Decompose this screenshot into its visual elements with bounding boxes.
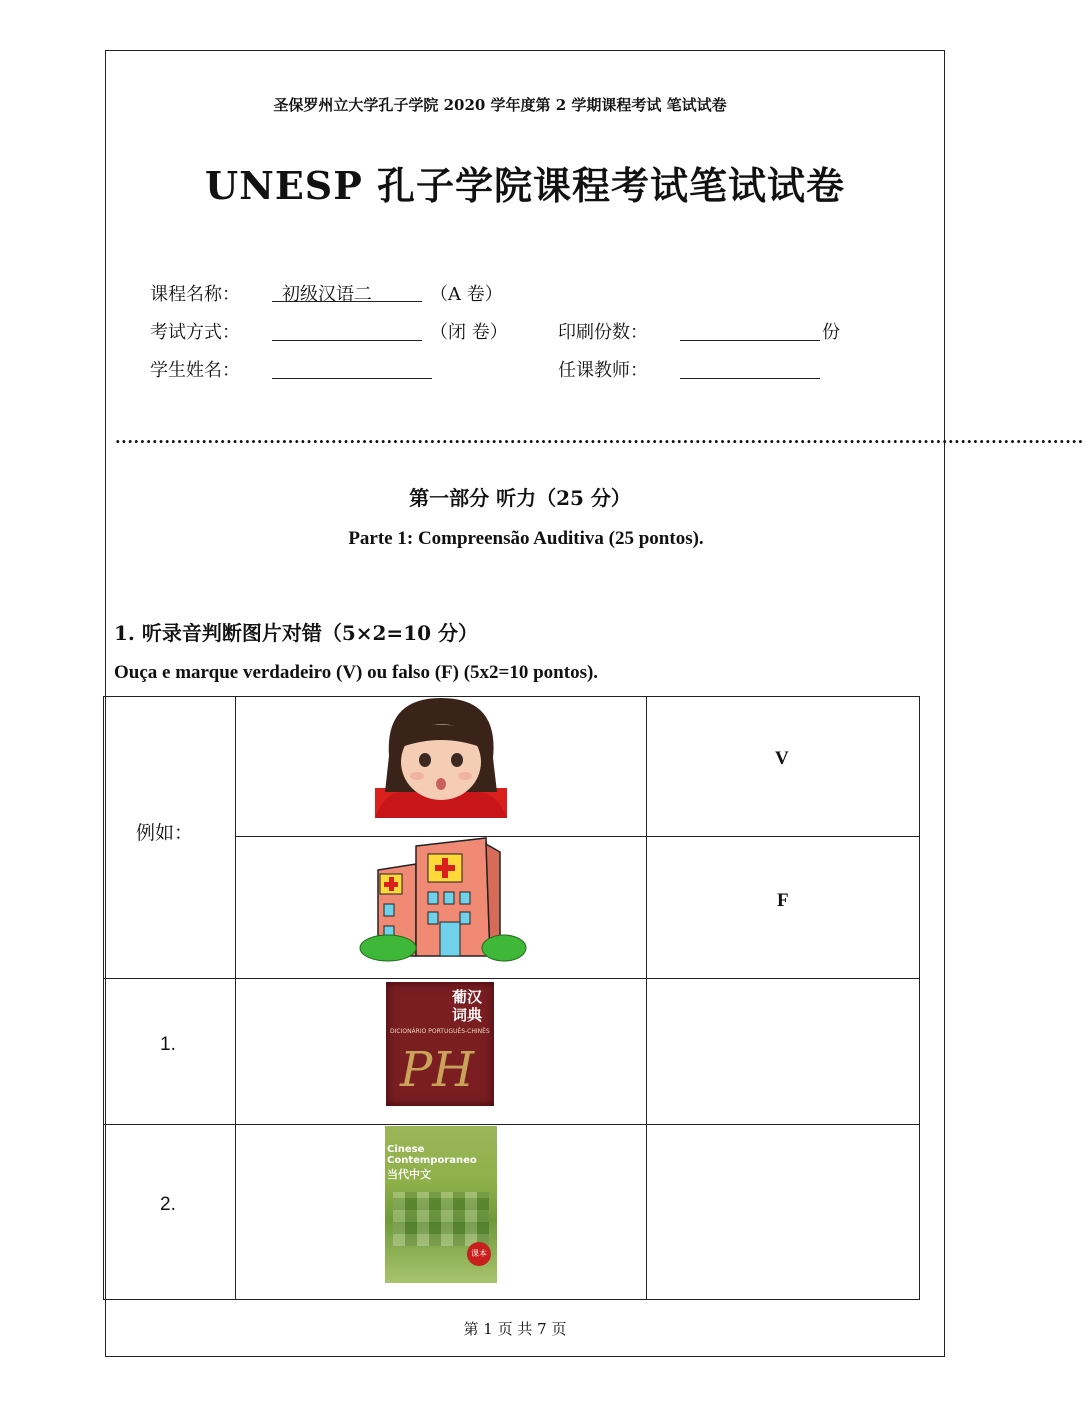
course-label: 课程名称： xyxy=(150,284,240,305)
example-label: 例如： xyxy=(136,822,194,844)
example-answer-false: F xyxy=(777,890,789,911)
print-copies-field[interactable] xyxy=(680,318,820,341)
answer-cell-1[interactable] xyxy=(647,979,919,1124)
page-footer: 第 1 页 共 7 页 xyxy=(463,1320,567,1338)
course-paper-version: （A 卷） xyxy=(430,284,503,305)
textbook-badge: 课本 xyxy=(467,1242,491,1266)
textbook-mosaic xyxy=(393,1192,489,1246)
section-title-cn: 第一部分 听力（25 分） xyxy=(409,486,631,510)
exam-method-value: （闭 卷） xyxy=(430,322,508,343)
course-name-field[interactable] xyxy=(272,280,422,305)
dictionary-title-line2: 词典 xyxy=(451,1006,482,1024)
question-number-1: 1. xyxy=(160,1034,176,1055)
dictionary-title-line1: 葡汉 xyxy=(451,988,482,1006)
exam-title: UNESP 孔子学院课程考试笔试试卷 xyxy=(204,163,846,208)
dictionary-monogram-icon: PH xyxy=(400,1042,475,1098)
answer-cell-2[interactable] xyxy=(647,1125,919,1299)
dotted-separator: ····························································································································································· xyxy=(115,432,1084,451)
girl-photo xyxy=(375,696,507,818)
answer-table xyxy=(103,696,920,1300)
question-number-2: 2. xyxy=(160,1194,176,1215)
question-1-instruction-pt: Ouça e marque verdadeiro (V) ou falso (F) (5x2=10 pontos). xyxy=(114,662,599,683)
textbook-title-cn: 当代中文 xyxy=(387,1168,431,1181)
student-name-label: 学生姓名： xyxy=(150,360,240,381)
print-copies-label: 印刷份数： xyxy=(558,322,648,343)
textbook-cover xyxy=(385,1126,497,1283)
dictionary-cover xyxy=(386,982,494,1106)
question-1-instruction-cn: 1. 听录音判断图片对错（5×2=10 分） xyxy=(114,621,478,645)
exam-method-field[interactable] xyxy=(272,318,422,341)
teacher-label: 任课教师： xyxy=(558,360,648,381)
teacher-field[interactable] xyxy=(680,356,820,379)
section-title-pt: Parte 1: Compreensão Auditiva (25 pontos). xyxy=(348,528,704,549)
textbook-title-pt: Cinese Contemporaneo xyxy=(387,1144,477,1166)
dictionary-subtitle: DICIONÁRIO PORTUGUÊS-CHINÊS xyxy=(390,1028,490,1035)
example-answer-true: V xyxy=(775,748,789,769)
print-copies-unit: 份 xyxy=(822,322,840,343)
hospital-drawing xyxy=(358,838,526,962)
course-name-value: 初级汉语二 xyxy=(282,284,372,305)
student-name-field[interactable] xyxy=(272,356,432,379)
exam-header-line: 圣保罗州立大学孔子学院 2020 学年度第 2 学期课程考试 笔试试卷 xyxy=(273,96,727,114)
exam-method-label: 考试方式： xyxy=(150,322,240,343)
